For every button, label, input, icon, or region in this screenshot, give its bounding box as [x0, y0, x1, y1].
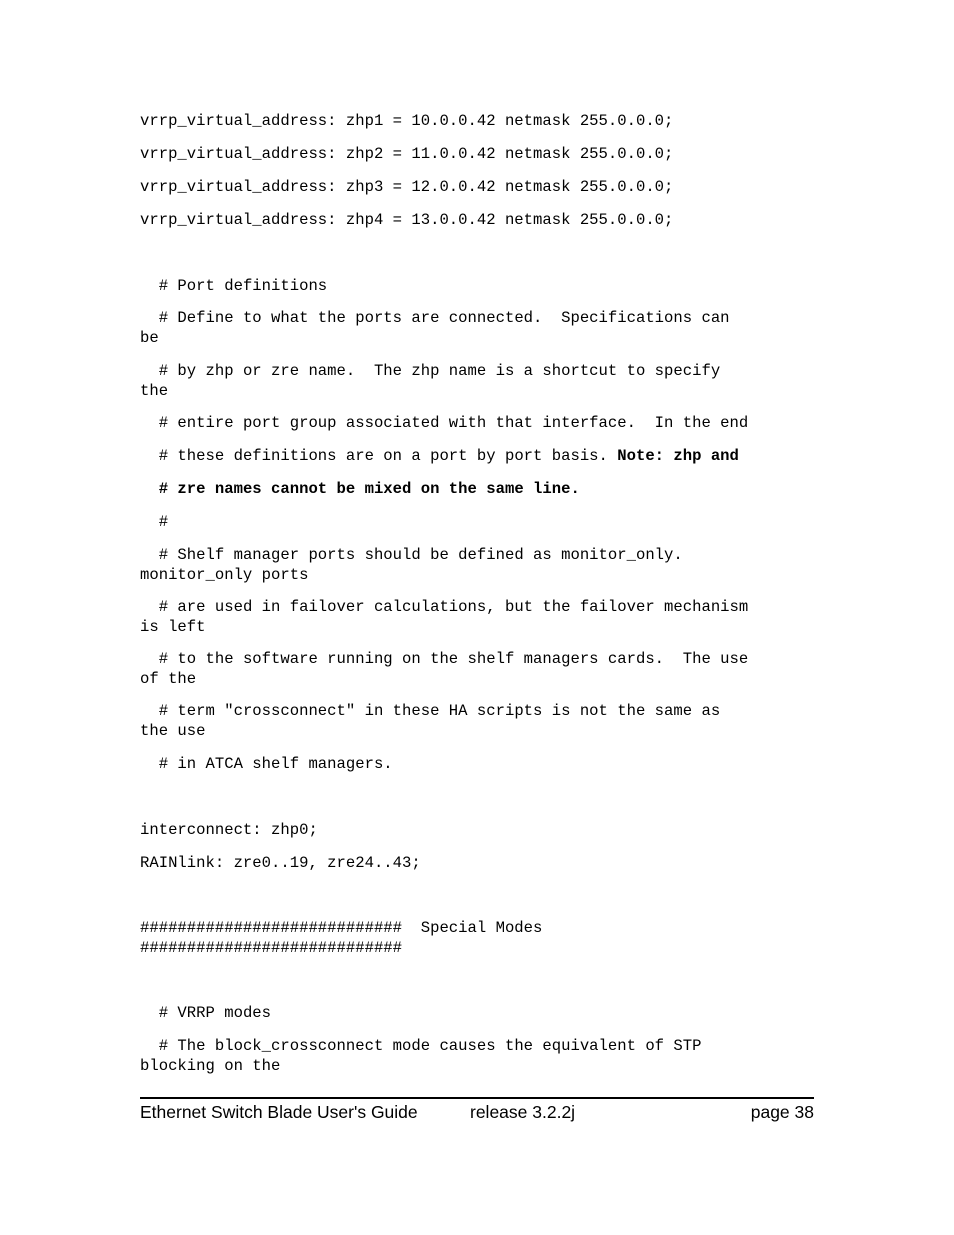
- special-modes-header: ############################ Special Modes ############################: [140, 919, 543, 957]
- comment-atca: # in ATCA shelf managers.: [140, 755, 393, 773]
- comment-entire-port-group: # entire port group associated with that interface. In the end: [140, 414, 749, 432]
- note-bold-continuation: # zre names cannot be mixed on the same line.: [140, 480, 580, 498]
- vrrp-address-line-3: vrrp_virtual_address: zhp3 = 12.0.0.42 netmask 255.0.0.0;: [140, 178, 674, 196]
- comment-vrrp-modes: # VRRP modes: [140, 1004, 272, 1022]
- rainlink-line: RAINlink: zre0..19, zre24..43;: [140, 854, 421, 872]
- comment-failover: # are used in failover calculations, but the failover mechanism is left: [140, 598, 749, 636]
- vrrp-address-line-4: vrrp_virtual_address: zhp4 = 13.0.0.42 netmask 255.0.0.0;: [140, 211, 674, 229]
- comment-crossconnect: # term "crossconnect" in these HA scripts is not the same as the use: [140, 702, 721, 740]
- comment-port-basis: [140, 446, 820, 466]
- comment-port-basis-text: # these definitions are on a port by port basis.: [140, 447, 618, 465]
- comment-software: # to the software running on the shelf managers cards. The use of the: [140, 650, 749, 688]
- comment-block-crossconnect: # The block_crossconnect mode causes the equivalent of STP blocking on the: [140, 1037, 702, 1075]
- footer-title: Ethernet Switch Blade User's Guide: [140, 1102, 418, 1122]
- comment-cannot-mix: [140, 479, 820, 499]
- comment-shelf-manager: # Shelf manager ports should be defined as monitor_only. monitor_only ports: [140, 546, 683, 584]
- footer-page-number: page 38: [750, 1102, 814, 1122]
- vrrp-address-line-2: vrrp_virtual_address: zhp2 = 11.0.0.42 netmask 255.0.0.0;: [140, 145, 674, 163]
- page-footer: [140, 1097, 814, 1125]
- comment-empty: #: [140, 513, 169, 531]
- footer-release: release 3.2.2j: [470, 1102, 576, 1122]
- note-bold-text: Note: zhp and: [617, 447, 739, 465]
- vrrp-address-line-1: vrrp_virtual_address: zhp1 = 10.0.0.42 netmask 255.0.0.0;: [140, 112, 674, 130]
- comment-define-ports: # Define to what the ports are connected. Specifications can be: [140, 309, 730, 347]
- comment-port-definitions: # Port definitions: [140, 277, 328, 295]
- comment-zhp-zre-name: # by zhp or zre name. The zhp name is a shortcut to specify the: [140, 362, 721, 400]
- interconnect-line: interconnect: zhp0;: [140, 821, 318, 839]
